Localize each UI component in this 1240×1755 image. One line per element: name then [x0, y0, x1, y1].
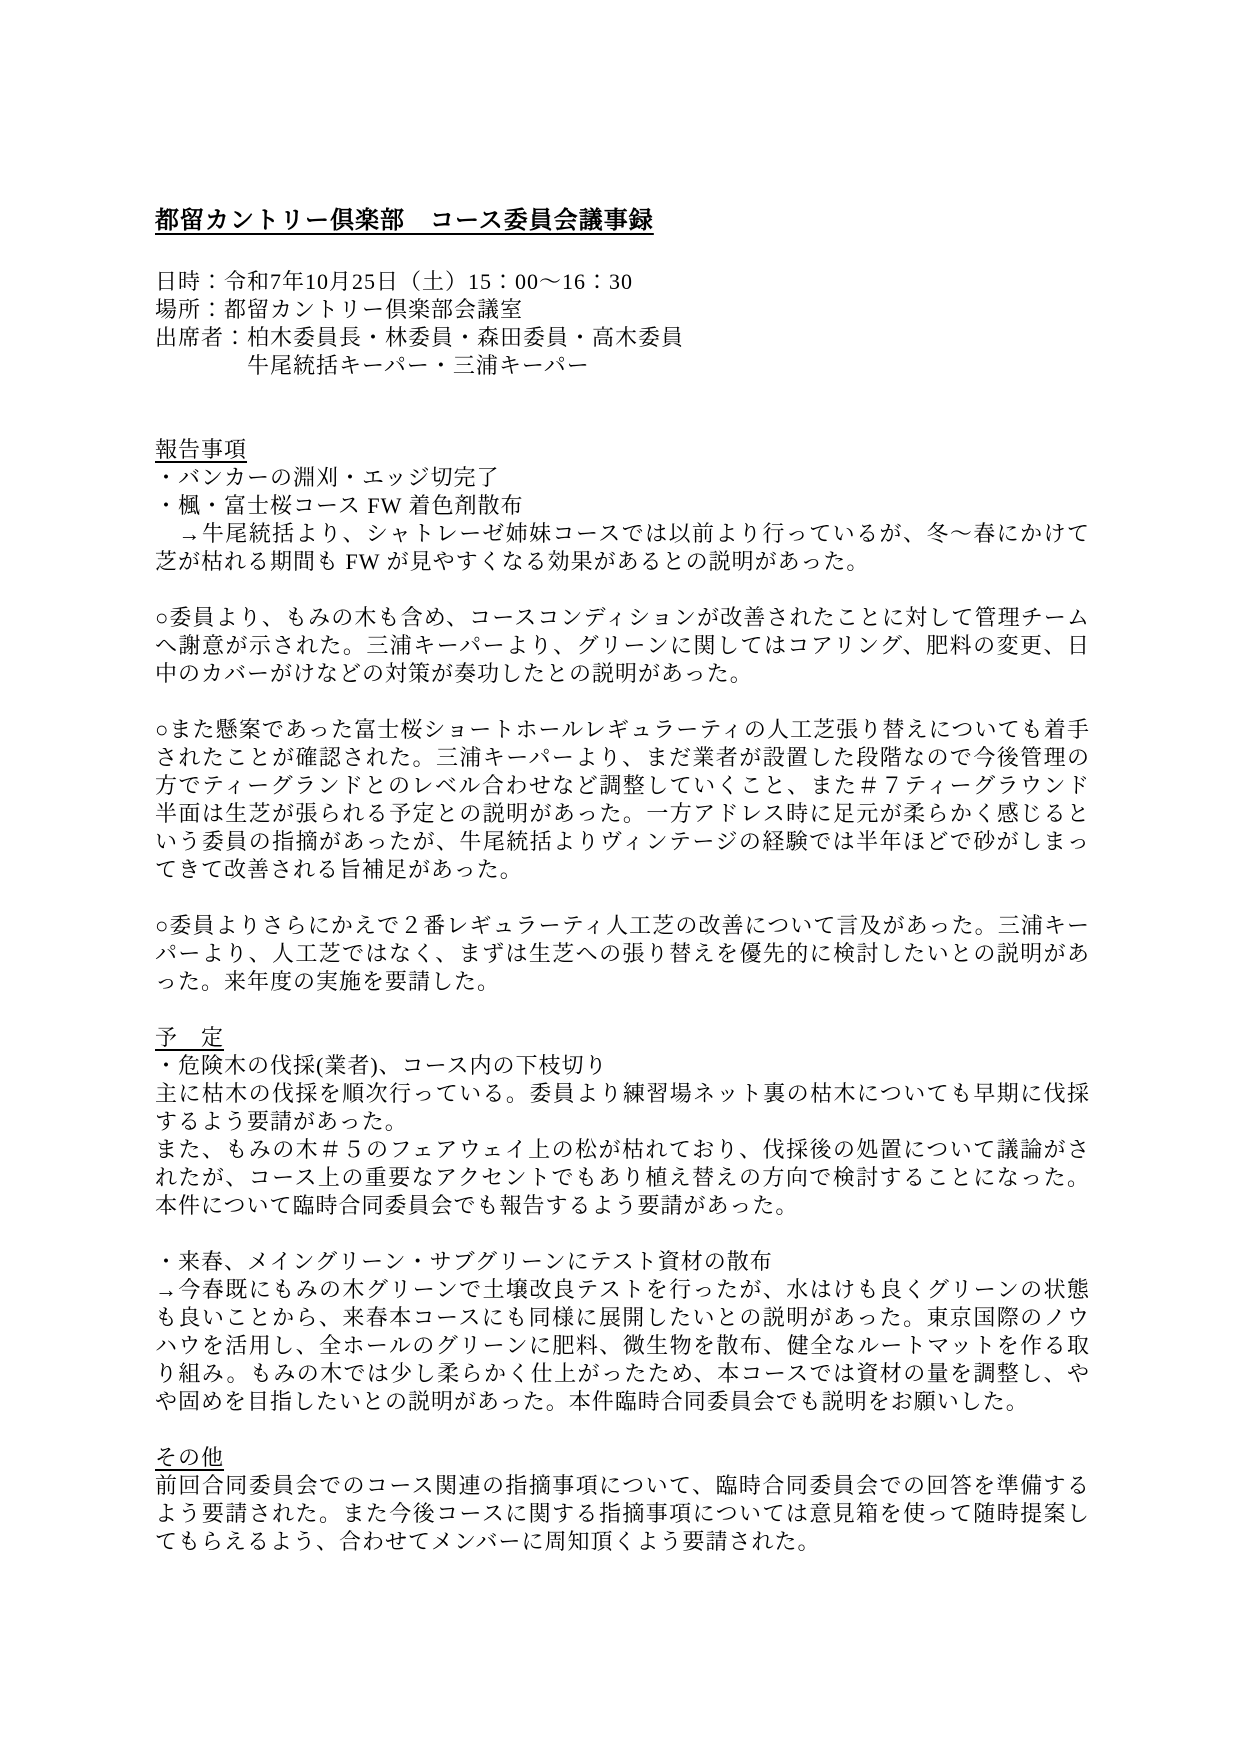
paragraph: ○また懸案であった富士桜ショートホールレギュラーティの人工芝張り替えについても着手されたことが確認された。三浦キーパーより、まだ業者が設置した段階なので今後管理の方でティーグランドとのレベル合わせなど調整していくこと、また＃７ティーグラウンド半面は生芝が張られる予定との説明があった。一方アドレス時に足元が柔らかく感じるという委員の指摘があったが、牛尾統括よりヴィンテージの経験では半年ほどで砂がしまってきて改善される旨補足があった。	[155, 717, 1090, 882]
document-page	[155, 205, 1090, 1556]
spacer	[155, 1416, 1090, 1444]
paragraph: 主に枯木の伐採を順次行っている。委員より練習場ネット裏の枯木についても早期に伐採するよう要請があった。	[155, 1081, 1090, 1134]
paragraph: ○委員より、もみの木も含め、コースコンディションが改善されたことに対して管理チームへ謝意が示された。三浦キーパーより、グリーンに関してはコアリング、肥料の変更、日中のカバーがけなどの対策が奏功したとの説明があった。	[155, 605, 1090, 686]
section-heading-schedule: 予 定	[155, 1025, 225, 1050]
meta-datetime: 日時：令和7年10月25日（土）15：00～16：30	[155, 269, 634, 294]
meta-location: 場所：都留カントリー倶楽部会議室	[155, 297, 524, 322]
section-heading-report: 報告事項	[155, 437, 248, 462]
bullet-item: ・来春、メイングリーン・サブグリーンにテスト資材の散布	[155, 1249, 773, 1274]
meta-attendees-line2: 牛尾統括キーパー・三浦キーパー	[247, 353, 590, 378]
spacer	[155, 996, 1090, 1024]
bullet-item: ・危険木の伐採(業者)、コース内の下枝切り	[155, 1053, 608, 1078]
section-report-items	[155, 436, 1090, 996]
meta-block	[155, 268, 1090, 380]
paragraph: ○委員よりさらにかえで２番レギュラーティ人工芝の改善について言及があった。三浦キーパーより、人工芝ではなく、まずは生芝への張り替えを優先的に検討したいとの説明があった。来年度の実施を要請した。	[155, 913, 1090, 994]
spacer	[155, 688, 1090, 716]
paragraph: →牛尾統括より、シャトレーゼ姉妹コースでは以前より行っているが、冬～春にかけて芝が枯れる期間も FW が見やすくなる効果があるとの説明があった。	[155, 521, 1090, 574]
paragraph: →今春既にもみの木グリーンで土壌改良テストを行ったが、水はけも良くグリーンの状態も良いことから、来春本コースにも同様に展開したいとの説明があった。東京国際のノウハウを活用し、全ホールのグリーンに肥料、微生物を散布、健全なルートマットを作る取り組み。もみの木では少し柔らかく仕上がったため、本コースでは資材の量を調整し、やや固めを目指したいとの説明があった。本件臨時合同委員会でも説明をお願いした。	[155, 1277, 1090, 1414]
document-title: 都留カントリー倶楽部 コース委員会議事録	[155, 208, 654, 234]
bullet-item: ・バンカーの淵刈・エッジ切完了	[155, 465, 500, 490]
bullet-item: ・楓・富士桜コース FW 着色剤散布	[155, 493, 524, 518]
spacer	[155, 1220, 1090, 1248]
paragraph: 前回合同委員会でのコース関連の指摘事項について、臨時合同委員会での回答を準備するよう要請された。また今後コースに関する指摘事項については意見箱を使って随時提案してもらえるよう、合わせてメンバーに周知頂くよう要請された。	[155, 1473, 1090, 1554]
section-heading-other: その他	[155, 1445, 225, 1470]
section-schedule	[155, 1024, 1090, 1416]
spacer	[155, 380, 1090, 436]
paragraph: また、もみの木＃５のフェアウェイ上の松が枯れており、伐採後の処置について議論がされたが、コース上の重要なアクセントでもあり植え替えの方向で検討することになった。本件について臨時合同委員会でも報告するよう要請があった。	[155, 1137, 1090, 1218]
section-other	[155, 1444, 1090, 1556]
spacer	[155, 576, 1090, 604]
spacer	[155, 884, 1090, 912]
meta-attendees-line1: 出席者：柏木委員長・林委員・森田委員・高木委員	[155, 325, 685, 350]
